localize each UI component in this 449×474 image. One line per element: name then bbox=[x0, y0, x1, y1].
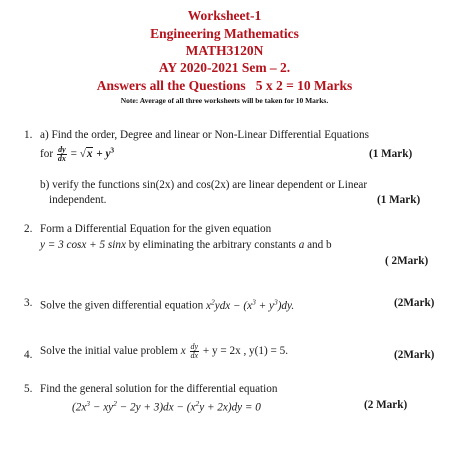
q1b-marks: (1 Mark) bbox=[377, 194, 421, 206]
q2-constant-b: and b bbox=[307, 239, 332, 251]
q2-marks: ( 2Mark) bbox=[385, 255, 429, 267]
q1-number: 1. bbox=[24, 129, 33, 141]
q5-equation: $(2x^3 - xy^2 - 2y + 3)dx - (x^2y + 2x)dy = 0$ bbox=[72, 399, 261, 414]
q2-text: Form a Differential Equation for the given equation bbox=[40, 223, 272, 235]
q2-equation-line bbox=[40, 240, 332, 251]
q3-number: 3. bbox=[24, 297, 33, 309]
q1a-fraction: $\frac{dy}{dx}$ bbox=[57, 145, 66, 163]
q2-constant-a: a bbox=[298, 239, 305, 251]
q2-instruction: by eliminating the arbitrary constants bbox=[128, 239, 296, 251]
q5-number: 5. bbox=[24, 383, 33, 395]
q1a-plus-y: + y bbox=[96, 148, 111, 161]
q5-marks: (2 Mark) bbox=[364, 399, 408, 411]
q4-fraction: $\frac{dy}{dx}$ bbox=[190, 342, 199, 360]
q3-line bbox=[40, 298, 294, 312]
q4-marks: (2Mark) bbox=[394, 349, 435, 361]
instructions: Answers all the Questions 5 x 2 = 10 Marks bbox=[96, 78, 353, 93]
worksheet-title: Worksheet-1 bbox=[187, 8, 262, 23]
course-code: MATH3120N bbox=[185, 43, 264, 58]
q2-number: 2. bbox=[24, 223, 33, 235]
q2-equation: y = 3 cosx + 5 sinx bbox=[40, 239, 126, 251]
q3-equation: $x^2ydx - (x^3 + y^3)dy$. bbox=[206, 297, 295, 312]
q5-text: Find the general solution for the differential equation bbox=[40, 383, 278, 395]
q1b-text: b) verify the functions sin(2x) and cos(2x) are linear dependent or Linear bbox=[40, 179, 368, 191]
q3-marks: (2Mark) bbox=[394, 297, 435, 309]
q1a-equation bbox=[40, 146, 114, 163]
q1b-text-2: independent. bbox=[49, 194, 107, 206]
q4-equation: + y = 2x , y(1) = 5. bbox=[202, 345, 288, 358]
q4-number: 4. bbox=[24, 349, 33, 361]
q1a-text: a) Find the order, Degree and linear or Non-Linear Differential Equations bbox=[40, 129, 369, 141]
q4-x: x bbox=[180, 345, 186, 358]
q1a-for: for bbox=[40, 148, 54, 161]
subject-title: Engineering Mathematics bbox=[150, 26, 299, 41]
q4-line bbox=[40, 343, 288, 360]
note: Note: Average of all three worksheets will be taken for 10 Marks. bbox=[120, 96, 329, 105]
q1a-marks: (1 Mark) bbox=[369, 148, 413, 160]
q3-text: Solve the given differential equation bbox=[40, 299, 204, 312]
q1a-exponent: 3 bbox=[110, 145, 115, 155]
q1a-equals: = bbox=[70, 148, 77, 161]
academic-term: AY 2020-2021 Sem – 2. bbox=[158, 60, 291, 75]
q4-text: Solve the initial value problem bbox=[40, 345, 178, 358]
q1a-sqrt: √x bbox=[79, 148, 93, 161]
